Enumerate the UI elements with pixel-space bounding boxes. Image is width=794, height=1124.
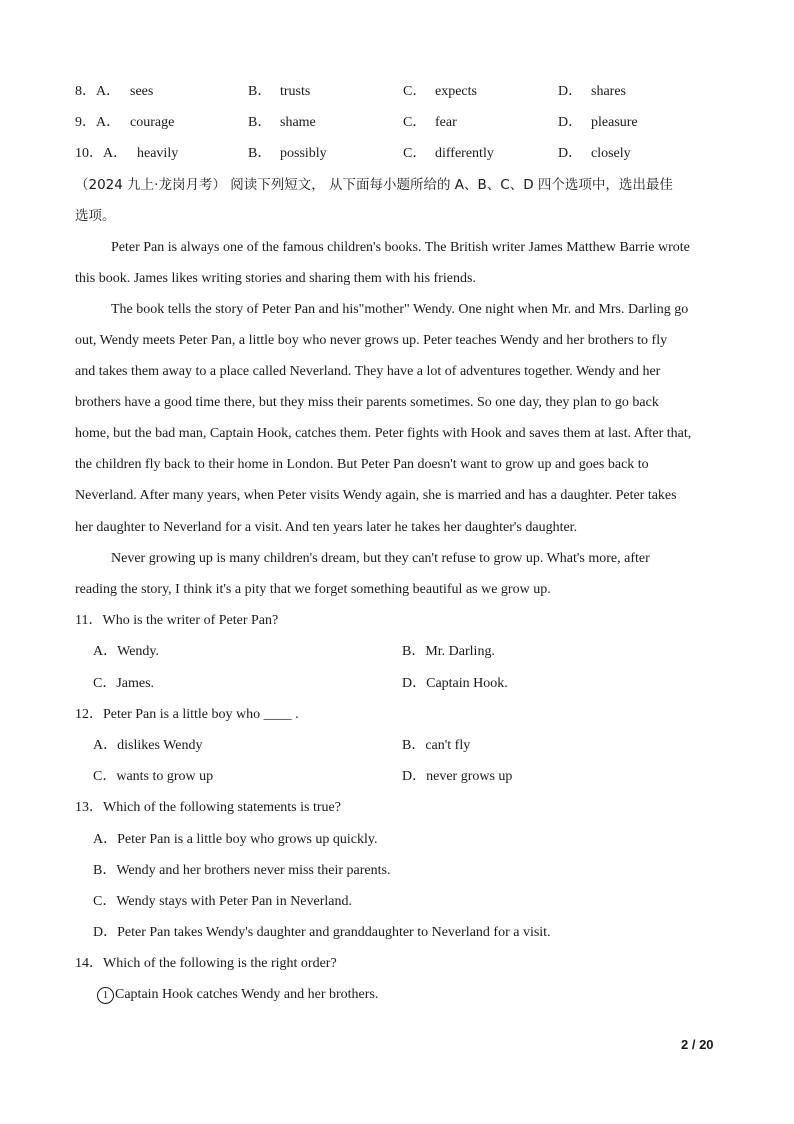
question-11-option-b: B．Mr. Darling. — [402, 644, 495, 659]
passage-line: Peter Pan is always one of the famous children's books. The British writer James Matthew Barrie wrote — [111, 240, 690, 255]
passage-line: home, but the bad man, Captain Hook, catches them. Peter fights with Hook and saves them at last. After that, — [75, 426, 692, 441]
option-d: pleasure — [591, 115, 638, 130]
option-a: heavily — [137, 146, 179, 161]
option-b: trusts — [280, 84, 311, 99]
passage-line: Neverland. After many years, when Peter visits Wendy again, she is married and has a daughter. Peter takes — [75, 488, 677, 503]
question-11-option-c: C．James. — [93, 676, 155, 691]
question-11-option-d: D．Captain Hook. — [402, 676, 508, 691]
passage-line: The book tells the story of Peter Pan and his"mother" Wendy. One night when Mr. and Mrs. Darling go — [111, 302, 689, 317]
passage-line: this book. James likes writing stories and sharing them with his friends. — [75, 271, 476, 286]
question-number: 10．A． — [75, 146, 128, 161]
passage-line: and takes them away to a place called Neverland. They have a lot of adventures together. Wendy and her — [75, 364, 661, 379]
question-14-item-1 — [97, 986, 378, 1004]
option-c-label: C． — [403, 115, 427, 130]
question-13-stem: 13．Which of the following statements is true? — [75, 800, 341, 815]
passage-line: out, Wendy meets Peter Pan, a little boy who never grows up. Peter teaches Wendy and her brothers to fly — [75, 333, 668, 348]
option-d: closely — [591, 146, 631, 161]
option-c: fear — [435, 115, 457, 130]
question-12-stem: 12．Peter Pan is a little boy who ____ . — [75, 707, 299, 722]
option-b: shame — [280, 115, 316, 130]
question-12-option-a: A．dislikes Wendy — [93, 738, 203, 753]
question-number: 9．A． — [75, 115, 121, 130]
passage-line: reading the story, I think it's a pity that we forget something beautiful as we grow up. — [75, 582, 551, 597]
option-c: differently — [435, 146, 494, 161]
option-d-label: D． — [558, 115, 583, 130]
passage-line: the children fly back to their home in London. But Peter Pan doesn't want to grow up and goes back to — [75, 457, 649, 472]
passage-line: her daughter to Neverland for a visit. And ten years later he takes her daughter's daughter. — [75, 520, 578, 535]
option-c-label: C． — [403, 146, 427, 161]
circled-number-1: 1 — [97, 987, 114, 1004]
question-14-item-1-text: Captain Hook catches Wendy and her brothers. — [115, 987, 379, 1002]
reading-instruction-cont: 选项。 — [75, 208, 116, 224]
reading-instruction: （2024 九上·龙岗月考） 阅读下列短文， 从下面每小题所给的 A、B、C、D 四个选项中，选出最佳 — [75, 177, 673, 193]
option-b-label: B． — [248, 146, 272, 161]
question-13-option-a: A．Peter Pan is a little boy who grows up quickly. — [93, 832, 378, 847]
option-b-label: B． — [248, 115, 272, 130]
page-number: 2 / 20 — [681, 1037, 714, 1052]
question-12-option-d: D．never grows up — [402, 769, 513, 784]
option-c: expects — [435, 84, 477, 99]
option-d: shares — [591, 84, 626, 99]
option-d-label: D． — [558, 84, 583, 99]
option-a: courage — [130, 115, 175, 130]
passage-line: brothers have a good time there, but they miss their parents sometimes. So one day, they plan to go back — [75, 395, 659, 410]
passage-line: Never growing up is many children's dream, but they can't refuse to grow up. What's more, after — [111, 551, 650, 566]
question-number: 8．A． — [75, 84, 121, 99]
question-13-option-c: C．Wendy stays with Peter Pan in Neverland. — [93, 894, 352, 909]
question-13-option-d: D．Peter Pan takes Wendy's daughter and granddaughter to Neverland for a visit. — [93, 925, 551, 940]
option-b: possibly — [280, 146, 327, 161]
question-12-option-b: B．can't fly — [402, 738, 471, 753]
question-11-stem: 11．Who is the writer of Peter Pan? — [75, 613, 279, 628]
question-11-option-a: A．Wendy. — [93, 644, 160, 659]
option-a: sees — [130, 84, 154, 99]
option-d-label: D． — [558, 146, 583, 161]
option-c-label: C． — [403, 84, 427, 99]
question-12-option-c: C．wants to grow up — [93, 769, 214, 784]
option-b-label: B． — [248, 84, 272, 99]
question-14-stem: 14．Which of the following is the right order? — [75, 956, 337, 971]
question-13-option-b: B．Wendy and her brothers never miss their parents. — [93, 863, 391, 878]
